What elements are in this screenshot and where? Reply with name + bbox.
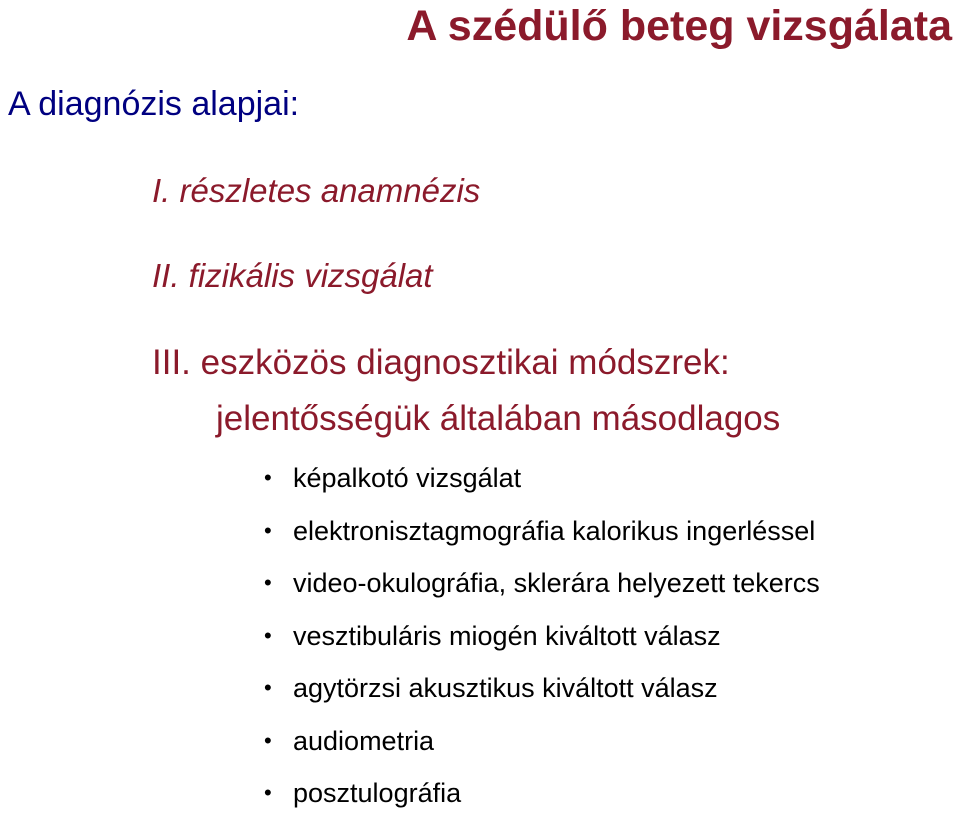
method-list <box>264 460 820 828</box>
list-item <box>264 775 820 828</box>
list-item-label: elektronisztagmográfia kalorikus ingerléssel <box>293 515 816 546</box>
list-item-label: képalkotó vizsgálat <box>293 463 522 493</box>
slide-title: A szédülő beteg vizsgálata <box>406 2 952 50</box>
list-item-label: vesztibuláris miogén kiváltott válasz <box>293 620 721 651</box>
list-item <box>264 670 820 723</box>
bullet-icon: • <box>264 517 272 543</box>
section-instrumental-methods <box>152 335 780 447</box>
section-physical-exam: II. fizikális vizsgálat <box>152 257 433 294</box>
bullet-icon: • <box>264 675 272 700</box>
bullet-icon: • <box>264 465 272 490</box>
list-item <box>264 460 820 513</box>
list-item <box>264 513 820 566</box>
section-anamnesis: I. részletes anamnézis <box>152 172 481 209</box>
section-instrumental-methods-line2: jelentősségük általában másodlagos <box>216 399 781 438</box>
bullet-icon: • <box>264 622 272 648</box>
list-item-label: audiometria <box>293 725 435 756</box>
bullet-icon: • <box>264 727 272 753</box>
section-instrumental-methods-line1: III. eszközös diagnosztikai módszrek: <box>152 343 730 382</box>
slide-subtitle: A diagnózis alapjai: <box>8 85 300 123</box>
list-item-label: posztulográfia <box>293 778 462 808</box>
list-item <box>264 565 820 618</box>
list-item <box>264 618 820 671</box>
list-item-label: video-okulográfia, sklerára helyezett tekercs <box>293 568 820 598</box>
bullet-icon: • <box>264 780 272 805</box>
list-item <box>264 723 820 776</box>
list-item-label: agytörzsi akusztikus kiváltott válasz <box>293 673 718 703</box>
bullet-icon: • <box>264 570 272 595</box>
